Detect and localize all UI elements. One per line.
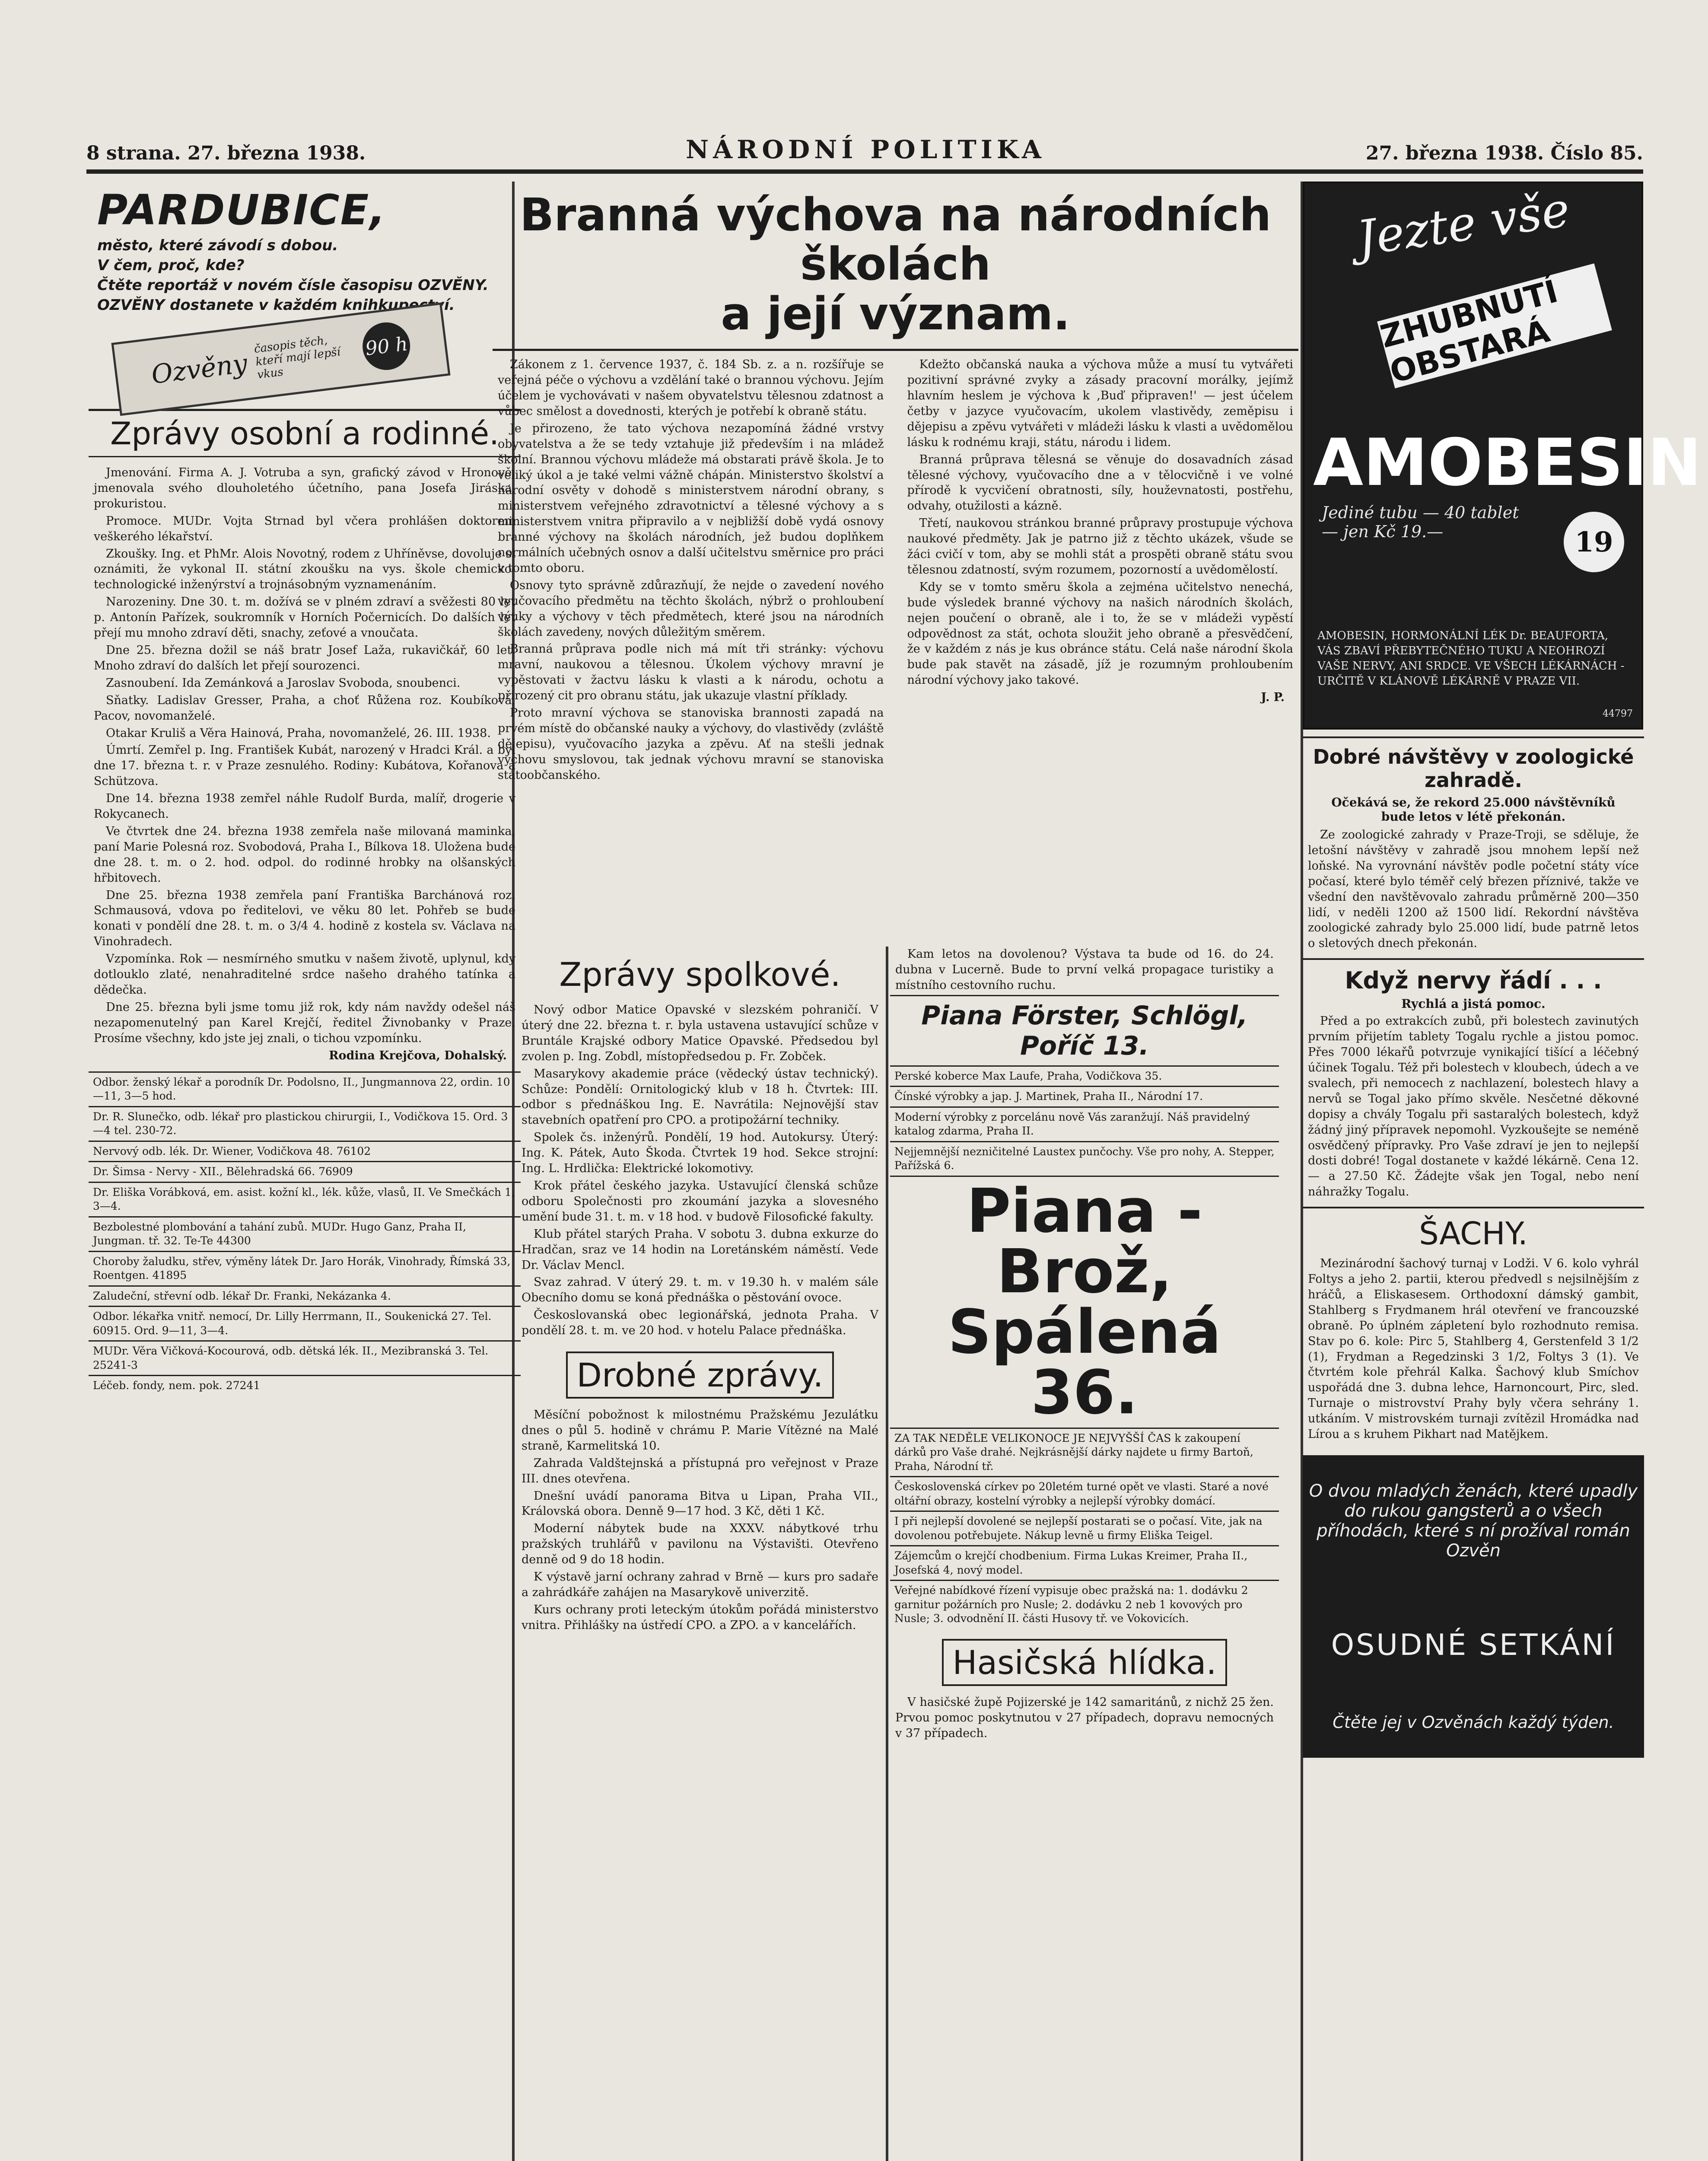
paragraph: Kdy se v tomto směru škola a zejména učitelstvo nenechá, bude výsledek branné výchovy na našich národních školách, nejen poučení o obraně, ale i to, že se v mládeži vypěstí odpovědnost za stát, ochota sloužit jeho obraně a přesvědčení, že v každém z nás je kus obránce státu. Celá naše národní škola bude pak stavět na zásadě, jíž je rozumným prohloubením národní výchovy jako takové. (907, 580, 1293, 687)
signature: Rodina Krejčova, Dohalský. (329, 1049, 507, 1062)
paragraph: Ze zoologické zahrady v Praze-Troji, se sděluje, že letošní návštěvy v zahradě jsou mnohem lepší než loňské. Na vyrovnání návštěv podle početní státy více počasí, které bylo téměř celý březen příznivé, takže ve všední den navštěvovalo zahradu průměrně 200—350 lidí, v neděli 1200 až 1500 lidí. Rekordní návštěva zoologické zahrady bylo 25.000 lidí, bude patrně letos o sletových dnech překonán. (1308, 828, 1639, 950)
paragraph: Narozeniny. Dne 30. t. m. dožívá se v plném zdraví a svěžesti 80 let p. Antonín Pařízek, soukromník v Horních Počernicích. Do dalších let přejí mu mnoho zdraví děti, snachy, zeťové a vnoučata. (94, 595, 515, 640)
pardubice-line: OZVĚNY dostanete v každém knihkupectví. (97, 296, 455, 314)
amobesin-brand: AMOBESIN (1313, 425, 1702, 500)
ozveny-tagline: časopis těch, kteří mají lepší vkus (253, 334, 341, 382)
classified-ad: MUDr. Věra Vičková-Kocourová, odb. dětská lék. II., Mezibranská 3. Tel. 25241-3 (89, 1340, 521, 1375)
ozveny-price-badge: 90 h (360, 320, 413, 373)
divider (1303, 736, 1644, 738)
amobesin-ad (1303, 182, 1702, 730)
nervy-subtitle: Rychlá a jistá pomoc. (1401, 997, 1546, 1011)
classified-ad: Československá církev po 20letém turné opět ve vlasti. Staré a nové oltářní obrazy, kostelní výrobky a nejlepší výrobky domácí. (890, 1476, 1279, 1511)
paragraph: Branná průprava tělesná se věnuje do dosavadních zásad tělesné výchovy, vyučovacího dne a v tělocvičně i ve volné přírodě k vycvičení obratnosti, síly, houževnatosti, postřehu, odvahy, otužilosti a kázně. (907, 453, 1293, 513)
classified-ad: Bezbolestné plombování a tahání zubů. MUDr. Hugo Ganz, Praha II, Jungman. tř. 32. Te-Te 44300 (89, 1216, 521, 1251)
zoo-title: Dobré návštěvy v zoologické zahradě. (1313, 745, 1634, 792)
ad-forster-text: Piana Förster, Schlögl, Poříč 13. (921, 1000, 1248, 1061)
branna-article (493, 182, 1298, 785)
classified-ad: Dr. R. Slunečko, odb. lékař pro plastickou chirurgii, I., Vodičkova 15. Ord. 3—4 tel. 230-72. (89, 1106, 521, 1141)
paragraph: Branná průprava podle nich má mít tři stránky: výchovu mravní, naukovou a tělesnou. Úkolem výchovy mravní je vypěstovati v žactvu lásku k vlasti a k národu, ochotu a přirozený cit pro obranu státu, jak ukazuje vlastní příklady. (498, 642, 884, 703)
paragraph: Masarykovy akademie práce (vědecký ústav technický). Schůze: Pondělí: Ornitologický klub v 18 h. Čtvrtek: III. odbor s přednáškou Ing. E. Navrátila: Nejnovější stav stavebních opatření pro CPO. a protipožární techniky. (522, 1067, 878, 1127)
classified-ad: Zájemcům o krejčí chodbenium. Firma Lukas Kreimer, Praha II., Josefská 4, nový model. (890, 1545, 1279, 1580)
paragraph: Zákonem z 1. července 1937, č. 184 Sb. z. a n. rozšířuje se veřejná péče o výchovu a vzdělání také o brannou výchovu. Jejím účelem je vychovávati v našem obyvatelstvu tělesnou zdatnost a vůbec smělost a dovednosti, kterých je potřebí k obraně státu. (498, 358, 884, 418)
column-right (1303, 182, 1702, 2161)
article-title-line: Branná výchova na národních školách (519, 188, 1272, 291)
paragraph: Promoce. MUDr. Vojta Strnad byl včera prohlášen doktorem veškerého lékařství. (94, 514, 515, 543)
ozveny-novel-ad (1303, 1455, 1644, 1758)
sachy-title: ŠACHY. (1419, 1215, 1528, 1252)
ozveny-ad-title: OSUDNÉ SETKÁNÍ (1331, 1628, 1616, 1662)
nervy-title: Když nervy řádí . . . (1345, 967, 1602, 994)
paragraph: Dnešní uvádí panorama Bitva u Lipan, Praha VII., Královská obora. Denně 9—17 hod. 3 Kč, děti 1 Kč. (522, 1489, 878, 1518)
amobesin-code: 44797 (1603, 708, 1633, 719)
classified-ad: Perské koberce Max Laufe, Praha, Vodičkova 35. (890, 1065, 1279, 1086)
amobesin-script: Jezte vše (1353, 182, 1573, 266)
classified-ad: Čínské výrobky a jap. J. Martinek, Praha II., Národní 17. (890, 1086, 1279, 1106)
column-left (89, 182, 521, 2161)
paragraph: Sňatky. Ladislav Gresser, Praha, a choť Růžena roz. Koubíková, Pacov, novomanželé. (94, 693, 515, 723)
paragraph: Spolek čs. inženýrů. Pondělí, 19 hod. Autokursy. Úterý: Ing. K. Pátek, Auto Škoda. Čtvrtek 19 hod. Sekce strojní: Ing. L. Hrdlička: Elektrické lokomotivy. (522, 1131, 878, 1176)
classified-ad: Moderní výrobky z porcelánu nově Vás zaranžují. Náš pravidelný katalog zdarma, Praha II. (890, 1106, 1279, 1141)
section-title-drobne (516, 1351, 884, 1399)
nervy-body (1308, 1014, 1639, 1200)
paragraph: Krok přátel českého jazyka. Ustavující členská schůze odboru Společnosti pro zkoumání jazyka a slovesného umění bude 31. t. m. v 18 hod. v budově Filosofické fakulty. (522, 1179, 878, 1224)
paragraph: Dne 14. března 1938 zemřel náhle Rudolf Burda, malíř, drogerie v Rokycanech. (94, 792, 515, 821)
hasicska-body (895, 1695, 1274, 1741)
signature: J. P. (1261, 691, 1285, 704)
paragraph: Úmrtí. Zemřel p. Ing. František Kubát, narozený v Hradci Král. a byl dne 17. března t. r. v Praze zesnulého. Rodiny: Kubátova, Kořanova a Schützova. (94, 743, 515, 788)
classified-ad: Léčeb. fondy, nem. pok. 27241 (89, 1375, 521, 1396)
spolkove-body (522, 1002, 878, 1339)
paragraph: Měsíční pobožnost k milostnému Pražskému Jezulátku dnes o půl 5. hodině v chrámu P. Marie Vítězné na Malé straně, Karmelitská 10. (522, 1408, 878, 1453)
paragraph: Proto mravní výchova se stanoviska brannosti zapadá na prvém místě do občanské nauky a výchovy, do vlastivědy (zvláště dějepisu), vyučovacího jazyka a zpěvu. Ať na stešli jednak výchovu smyslovou, tak jednak výchovu mravní se stanoviska státoobčanského. (498, 706, 884, 782)
pardubice-line: Čtěte reportáž v novém čísle časopisu OZVĚNY. (97, 277, 489, 294)
paragraph: Před a po extrakcích zubů, při bolestech zavinutých prvním přijetím tablety Togalu rychle a jistou pomoc. Přes 7000 lékařů potvrzuje vynikající tišící a léčebný účinek Togalu. Též při bolestech v kloubech, údech a ve svalech, při nemocech z nachlazení, bolestech hlavy a nervů se Togal jako přímo skvěle. Nesčetné děkovné dopisy a chvály Togalu při sastaralých bolestech, když žádný jiný přípravek nepomohl. Vyzkoušejte se neméně osvědčený přípravky. Pro Vaše zdraví je jen to nejlepší dosti dobré! Togal dostanete v každé lékárně. Cena 12.— a 27.50 Kč. Žádejte však jen Togal, nebo není náhražky Togalu. (1308, 1014, 1639, 1199)
paragraph: Kdežto občanská nauka a výchova může a musí tu vytvářeti pozitivní správné zvyky a zásady pracovní morálky, jejímž hlavním heslem je výchova k ,Buď připraven!' — jest účelem četby v jazyce vyučovacím, ukolem vlastivědy, zeměpisu i dějepisu a zpěvu vytvářeti v mládeži lásku k vlasti a uvědomělou lásku k rodnému kraji, státu, národu i lidem. (907, 358, 1293, 449)
ad-broz-line: Piana - Brož, (966, 1176, 1203, 1307)
amobesin-price: 19 (1564, 512, 1624, 572)
ad-broz-line: Spálená 36. (948, 1297, 1221, 1428)
ad-forster (890, 995, 1279, 1065)
pardubice-line: město, které závodí s dobou. (97, 237, 338, 254)
classified-ad: Veřejné nabídkové řízení vypisuje obec pražská na: 1. dodávku 2 garnitur požárních pro Nusle; 2. dodávku 2 neb 1 kovových pro Nusle; 3. odvodnění II. části Husovy tř. ve Vokovicích. (890, 1580, 1279, 1629)
classified-ad: Odbor. lékařka vnitř. nemocí, Dr. Lilly Herrmann, II., Soukenická 27. Tel. 60915. Ord. 9—11, 3—4. (89, 1306, 521, 1340)
expo-notice (895, 947, 1274, 993)
divider (1303, 958, 1644, 960)
divider (1303, 1207, 1644, 1208)
ozveny-logo (111, 303, 451, 416)
sachy-body (1308, 1256, 1639, 1442)
osobni-body (94, 465, 515, 1064)
classified-ad: Nejjemnější nezničitelné Laustex punčochy. Vše pro nohy, A. Stepper, Pařížská 6. (890, 1141, 1279, 1176)
ad-broz (890, 1176, 1279, 1428)
section-title-hasicska (890, 1639, 1279, 1686)
paragraph: Třetí, naukovou stránkou branné průpravy prostupuje výchova naukové předměty. Jak je patrno již z těchto ukázek, všude se žáci cvičí v tom, aby se mohli stát a prospěti obraně státu svou tělesnou zdatností, svým rozumem, pozorností a uvědomělostí. (907, 516, 1293, 577)
classified-ad: Odbor. ženský lékař a porodník Dr. Podolsno, II., Jungmannova 22, ordin. 10—11, 3—5 hod. (89, 1071, 521, 1106)
column-rule (886, 947, 888, 2161)
article-columns (493, 357, 1298, 784)
classified-ad: Choroby žaludku, střev, výměny látek Dr. Jaro Horák, Vinohrady, Římská 33, Roentgen. 41895 (89, 1251, 521, 1285)
amobesin-banner: ZHUBNUTÍ OBSTARÁ (1377, 263, 1612, 388)
amobesin-tagline: Jediné tubu — 40 tablet — jen Kč 19.— (1322, 503, 1519, 541)
column-spolkove (516, 947, 884, 2161)
paragraph: Kam letos na dovolenou? Výstava ta bude od 16. do 24. dubna v Lucerně. Bude to první velká propagace turistiky a místního cestovního ruchu. (895, 947, 1274, 992)
paragraph: Dne 25. března dožil se náš bratr Josef Laža, rukavičkář, 60 let. Mnoho zdraví do dalších let přejí sourozenci. (94, 643, 515, 673)
zoo-body (1308, 827, 1639, 951)
paragraph: Mezinárodní šachový turnaj v Lodži. V 6. kolo vyhrál Foltys a jeho 2. partii, kterou předvedl s nejsilnějším z hráčů, a Eliskasesem. Orthodoxní dámský gambit, Stahlberg s Frydmanem hrál otevření ve francouzské obraně. Po úplném zápletení bylo rozhodnuto remisa. Stav po 6. kole: Pirc 5, Stahlberg 4, Gerstenfeld 3 1/2 (1), Frydman a Regedzinski 3 1/2, Foltys 3 (1). Ve čtvrtém kole přehrál Kalka. Šachový klub Smíchov uspořádá dne 3. dubna lehce, Harnoncourt, Pirc, sled. Turnaje o mistrovství Prahy byly včera sehrány 1. utkáním. V mistrovském turnaji zvítězil Hromádka nad Lírou a s kruhem Pikhart nad Matějkem. (1308, 1257, 1639, 1441)
paragraph: V hasičské župě Pojizerské je 142 samaritánů, z nichž 25 žen. Prvou pomoc poskytnutou v 27 případech, dopravu nemocných v 37 případech. (895, 1695, 1274, 1740)
drobne-title: Drobné zprávy. (566, 1351, 833, 1399)
paragraph: Moderní nábytek bude na XXXV. nábytkové trhu pražských truhlářů v pavilonu na Výstavišti. Otevřeno denně od 9 do 18 hodin. (522, 1522, 878, 1567)
drobne-body (522, 1407, 878, 1633)
pardubice-line: V čem, proč, kde? (97, 257, 245, 274)
paragraph: Zasnoubení. Ida Zemánková a Jaroslav Svoboda, snoubenci. (106, 676, 461, 690)
page-header (86, 130, 1643, 174)
paragraph: Vzpomínka. Rok — nesmírného smutku v našem životě, uplynul, kdy dotlouklo zlaté, nenahraditelné srdce našeho drahého tatínka a dědečka. (94, 952, 515, 997)
article-col (498, 357, 884, 784)
masthead: NÁRODNÍ POLITIKA (686, 135, 1046, 164)
zoo-subtitle: Očekává se, že rekord 25.000 návštěvníků bude letos v létě překonán. (1331, 795, 1616, 824)
header-right: 27. března 1938. Číslo 85. (1365, 142, 1643, 164)
paragraph: K výstavě jarní ochrany zahrad v Brně — kurs pro sadaře a zahrádkáře zahájen na Masarykově univerzitě. (522, 1570, 878, 1599)
header-left: 8 strana. 27. března 1938. (86, 142, 366, 164)
paragraph: Nový odbor Matice Opavské v slezském pohraničí. V úterý dne 22. března t. r. byla ustavena ustavující schůze v Bruntále Krajské odbory Matice Opavské. Předsedou byl zvolen p. Ing. Zobdl, místopředsedou p. Fr. Zobček. (522, 1003, 878, 1063)
paragraph: Klub přátel starých Praha. V sobotu 3. dubna exkurze do Hradčan, sraz ve 14 hodin na Loretánském náměstí. Vede Dr. Václav Mencl. (522, 1227, 878, 1272)
paragraph: Osnovy tyto správně zdůrazňují, že nejde o zavedení nového vyučovacího předmětu na těchto školách, nýbrž o prohloubení výuky a výchovy v těch předmětech, které jsou na národních školách zavedeny, nových důležitým směrem. (498, 578, 884, 639)
hasicska-title: Hasičská hlídka. (942, 1639, 1227, 1686)
paragraph: Zahrada Valdštejnská a přístupná pro veřejnost v Praze III. dnes otevřena. (522, 1456, 878, 1485)
paragraph: Je přirozeno, že tato výchova nezapomíná žádné vrstvy obyvatelstva a že se tedy vztahuje již především i na mládež školní. Brannou výchovu mládeže má obstarati právě škola. Je to veliký úkol a je také velmi vážně chápán. Ministerstvo školství a národní osvěty v dohodě s ministerstvem národní obrany, s ministerstvem veřejného zdravotnictví a tělesné výchovy a s ministerstvem vnitra připravilo a v nejbližší době vydá osnovy branné výchovy na školách národních, jež budou doplňkem normálních učebných osnov a další učitelstvu směrnice pro práci v tomto oboru. (498, 421, 884, 575)
paragraph: Kurs ochrany proti leteckým útokům pořádá ministerstvo vnitra. Přihlášky na ústředí CPO. a ZPO. a v kancelářích. (522, 1603, 878, 1632)
classified-ad: Zaludeční, střevní odb. lékař Dr. Franki, Nekázanka 4. (89, 1285, 521, 1306)
classified-ad: Dr. Eliška Vorábková, em. asist. kožní kl., lék. kůže, vlasů, II. Ve Smečkách 1, 3—4. (89, 1182, 521, 1216)
pardubice-title: PARDUBICE, (97, 186, 386, 234)
classified-ad: Nervový odb. lék. Dr. Wiener, Vodičkova 48. 76102 (89, 1141, 521, 1161)
paragraph: Českoslovanská obec legionářská, jednota Praha. V pondělí 28. t. m. ve 20 hod. v hotelu Palace přednáška. (522, 1308, 878, 1338)
classified-ad: I při nejlepší dovolené se nejlepší postarati se o počasí. Vite, jak na dovolenou potřebujete. Nákup levně u firmy Eliška Teigel. (890, 1511, 1279, 1545)
paragraph: Zkoušky. Ing. et PhMr. Alois Novotný, rodem z Uhříněvse, dovoluje si oznámiti, že vykonal II. státní zkoušku na vys. škole chemicko-technologické inženýrství a trojnásobným vyznamenáním. (94, 547, 515, 592)
ozveny-ad-intro: O dvou mladých ženách, které upadly do rukou gangsterů a o všech příhodách, které s ní prožíval román Ozvěn (1309, 1481, 1638, 1561)
article-col (907, 357, 1294, 784)
classifieds-left (89, 1071, 521, 1396)
paragraph: Dne 25. března byli jsme tomu již rok, kdy nám navždy odešel náš nezapomenutelný pan Karel Krejčí, ředitel Živnobanky v Praze. Prosíme všechny, kdo jste jej znali, o tichou vzpomínku. (94, 1000, 515, 1045)
article-title-line: a její význam. (721, 287, 1070, 340)
column-ads-middle (890, 947, 1279, 2161)
amobesin-smallprint: AMOBESIN, HORMONÁLNÍ LÉK Dr. BEAUFORTA, VÁS ZBAVÍ PŘEBYTEČNÉHO TUKU A NEOHROZÍ VAŠE NERVY, ANI SRDCE. VE VŠECH LÉKÁRNÁCH - URČITĚ V KLÁNOVĚ LÉKÁRNĚ V PRAZE VII. (1317, 629, 1625, 688)
ozveny-logo-text: Ozvěny (149, 348, 249, 390)
paragraph: Otakar Kruliš a Věra Hainová, Praha, novomanželé, 26. III. 1938. (106, 726, 491, 740)
paragraph: Dne 25. března 1938 zemřela paní Františka Barchánová roz. Schmausová, vdova po ředitelovi, ve věku 80 let. Pohřeb se bude konati v pondělí dne 28. t. m. o 3/4 4. hodině z kostela sv. Václava na Vinohradech. (94, 888, 515, 949)
section-title-osobni: Zprávy osobní a rodinné. (89, 409, 521, 457)
paragraph: Svaz zahrad. V úterý 29. t. m. v 19.30 h. v malém sále Obecního domu se koná přednáška o pěstování ovoce. (522, 1275, 878, 1305)
section-title-spolkove: Zprávy spolkové. (559, 955, 841, 994)
article-title (493, 182, 1298, 351)
paragraph: Ve čtvrtek dne 24. března 1938 zemřela naše milovaná maminka, paní Marie Polesná roz. Svobodová, Praha I., Bílkova 18. Uložena bude dne 28. t. m. o 2. hod. odpol. do rodinné hrobky na olšanských hřbitovech. (94, 824, 515, 885)
classified-ad: Dr. Šimsa - Nervy - XII., Bělehradská 66. 76909 (89, 1161, 521, 1182)
classified-ad: ZA TAK NEDĚLE VELIKONOCE JE NEJVYŠŠÍ ČAS k zakoupení dárků pro Vaše drahé. Nejkrásnější dárky najdete u firmy Bartoň, Praha, Národní tř. (890, 1428, 1279, 1476)
ozveny-ad-outro: Čtěte jej v Ozvěnách každý týden. (1333, 1713, 1614, 1732)
paragraph: Jmenování. Firma A. J. Votruba a syn, grafický závod v Hronově, jmenovala svého dlouholetého účetního, pana Josefa Jiráska, prokuristou. (94, 466, 515, 510)
